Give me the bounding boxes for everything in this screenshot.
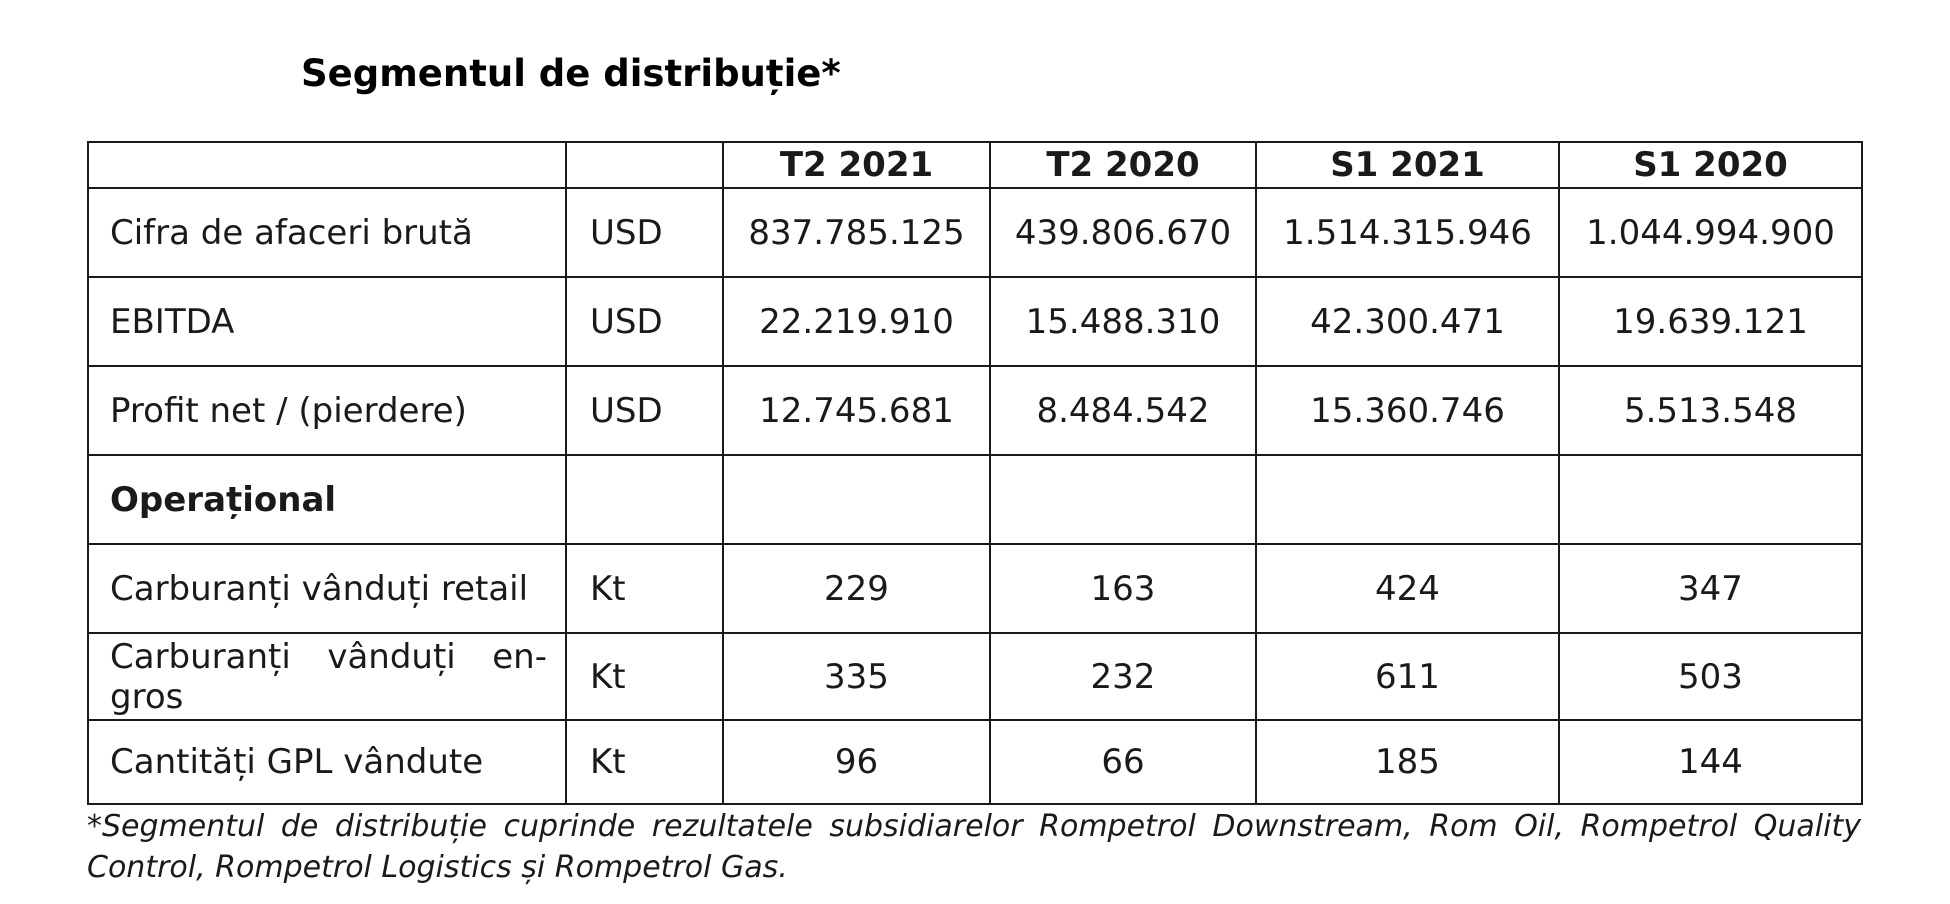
row-value: 66 <box>990 720 1256 804</box>
table-row <box>88 633 1862 720</box>
row-unit: USD <box>566 188 723 277</box>
row-unit: Kt <box>566 544 723 633</box>
row-label-cell <box>88 633 566 720</box>
row-value: 144 <box>1559 720 1862 804</box>
header-cell-t2-2021: T2 2021 <box>723 142 990 188</box>
row-unit: USD <box>566 366 723 455</box>
row-label: Carburanți vânduți en-gros <box>110 636 547 717</box>
row-value: 19.639.121 <box>1559 277 1862 366</box>
row-label: Carburanți vânduți retail <box>88 544 566 633</box>
row-value: 439.806.670 <box>990 188 1256 277</box>
table-row <box>88 720 1862 804</box>
row-label: Cifra de afaceri brută <box>88 188 566 277</box>
row-value <box>723 455 990 544</box>
section-row-operational <box>88 455 1862 544</box>
row-value: 42.300.471 <box>1256 277 1559 366</box>
row-value: 503 <box>1559 633 1862 720</box>
row-label: Profit net / (pierdere) <box>88 366 566 455</box>
table-header-row <box>88 142 1862 188</box>
row-value: 22.219.910 <box>723 277 990 366</box>
row-value <box>990 455 1256 544</box>
row-value: 611 <box>1256 633 1559 720</box>
footnote: *Segmentul de distribuție cuprinde rezultatele subsidiarelor Rompetrol Downstream, Rom Oil, Rompetrol Quality Control, Rompetrol Logistics și Rompetrol Gas. <box>87 809 1861 885</box>
header-cell-s1-2020: S1 2020 <box>1559 142 1862 188</box>
row-value: 335 <box>723 633 990 720</box>
row-value: 837.785.125 <box>723 188 990 277</box>
section-label: Operațional <box>88 455 566 544</box>
row-value: 185 <box>1256 720 1559 804</box>
row-label: EBITDA <box>88 277 566 366</box>
row-value: 347 <box>1559 544 1862 633</box>
table-row <box>88 188 1862 277</box>
row-value: 15.360.746 <box>1256 366 1559 455</box>
header-cell-label <box>88 142 566 188</box>
row-value <box>1559 455 1862 544</box>
row-value: 232 <box>990 633 1256 720</box>
row-unit: USD <box>566 277 723 366</box>
distribution-segment-table <box>87 141 1863 805</box>
row-unit: Kt <box>566 633 723 720</box>
row-value: 163 <box>990 544 1256 633</box>
row-value: 229 <box>723 544 990 633</box>
row-value: 8.484.542 <box>990 366 1256 455</box>
table-row <box>88 277 1862 366</box>
row-value: 15.488.310 <box>990 277 1256 366</box>
row-value: 12.745.681 <box>723 366 990 455</box>
page-title: Segmentul de distribuție* <box>301 52 841 95</box>
header-cell-s1-2021: S1 2021 <box>1256 142 1559 188</box>
row-value: 424 <box>1256 544 1559 633</box>
header-cell-unit <box>566 142 723 188</box>
row-value: 5.513.548 <box>1559 366 1862 455</box>
row-unit: Kt <box>566 720 723 804</box>
row-value: 1.514.315.946 <box>1256 188 1559 277</box>
row-value: 96 <box>723 720 990 804</box>
row-label: Cantități GPL vândute <box>88 720 566 804</box>
row-unit <box>566 455 723 544</box>
table-row <box>88 366 1862 455</box>
table-row <box>88 544 1862 633</box>
header-cell-t2-2020: T2 2020 <box>990 142 1256 188</box>
row-value: 1.044.994.900 <box>1559 188 1862 277</box>
row-value <box>1256 455 1559 544</box>
